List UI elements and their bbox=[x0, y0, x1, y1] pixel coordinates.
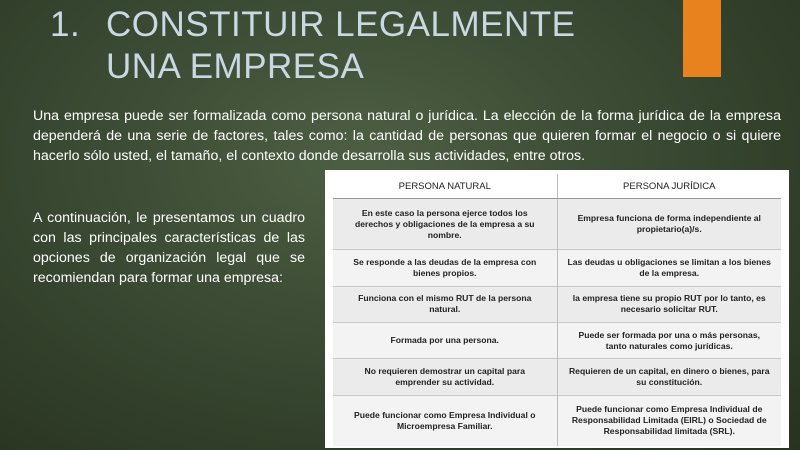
table-row bbox=[333, 395, 781, 446]
comparison-table-panel bbox=[325, 170, 789, 448]
comparison-table bbox=[333, 174, 781, 446]
title-line-2: UNA EMPRESA bbox=[106, 47, 365, 86]
table-cell: Funciona con el mismo RUT de la persona natural. bbox=[333, 286, 557, 322]
table-row bbox=[333, 199, 781, 250]
table-cell: Puede funcionar como Empresa Individual o Microempresa Familiar. bbox=[333, 395, 557, 446]
table-row bbox=[333, 359, 781, 395]
table-cell: Puede funcionar como Empresa Individual de Responsabilidad Limitada (EIRL) o Sociedad de Responsabilidad limitada (SRL). bbox=[557, 395, 781, 446]
title-line-1 bbox=[50, 4, 575, 46]
table-cell: Requieren de un capital, en dinero o bienes, para su constitución. bbox=[557, 359, 781, 395]
table-cell: Empresa funciona de forma independiente al propietario(a)/s. bbox=[557, 199, 781, 250]
table-cell: la empresa tiene su propio RUT por lo tanto, es necesario solicitar RUT. bbox=[557, 286, 781, 322]
side-paragraph: A continuación, le presentamos un cuadro con las principales características de las opciones de organización legal que se recomiendan para formar una empresa: bbox=[33, 210, 305, 286]
table-header-row bbox=[333, 174, 781, 199]
table-cell: Puede ser formada por una o más personas, tanto naturales como jurídicas. bbox=[557, 323, 781, 359]
header-persona-juridica: PERSONA JURÍDICA bbox=[557, 174, 781, 199]
table-row bbox=[333, 250, 781, 286]
accent-bar bbox=[683, 0, 721, 77]
table-row bbox=[333, 323, 781, 359]
slide-title bbox=[50, 4, 575, 88]
table-cell: Formada por una persona. bbox=[333, 323, 557, 359]
table-cell: Se responde a las deudas de la empresa con bienes propios. bbox=[333, 250, 557, 286]
intro-paragraph: Una empresa puede ser formalizada como persona natural o jurídica. La elección de la forma jurídica de la empresa dependerá de una serie de factores, tales como: la cantidad de personas que quieren formar el negocio o si quiere hacerlo sólo usted, el tamaño, el contexto donde desarrolla sus actividades, entre otros. bbox=[33, 108, 781, 164]
title-text-1: CONSTITUIR LEGALMENTE bbox=[106, 5, 576, 44]
table-row bbox=[333, 286, 781, 322]
table-cell: No requieren demostrar un capital para emprender su actividad. bbox=[333, 359, 557, 395]
header-persona-natural: PERSONA NATURAL bbox=[333, 174, 557, 199]
table-cell: Las deudas u obligaciones se limitan a los bienes de la empresa. bbox=[557, 250, 781, 286]
table-cell: En este caso la persona ejerce todos los derechos y obligaciones de la empresa a su nombre. bbox=[333, 199, 557, 250]
title-number: 1. bbox=[50, 5, 81, 44]
